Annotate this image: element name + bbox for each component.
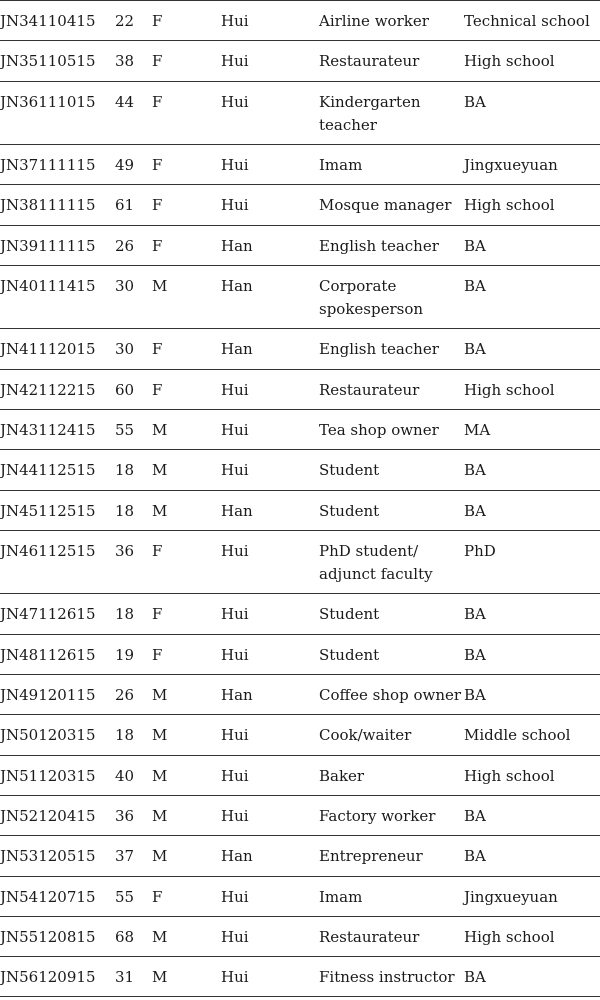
id-cell: JN38111115 [0, 196, 96, 215]
ethnicity-cell: Hui [221, 806, 249, 825]
education-cell: High school [464, 927, 555, 946]
occupation-cell: English teacher [319, 340, 439, 359]
age-cell: 68 [115, 927, 135, 946]
table-row [0, 715, 600, 755]
education-cell: BA [464, 645, 486, 664]
education-cell: BA [464, 968, 486, 987]
age-cell: 61 [115, 196, 135, 215]
table-row [0, 370, 600, 410]
occupation-cell: Mosque manager [319, 196, 452, 215]
table-row [0, 594, 600, 634]
ethnicity-cell: Han [221, 340, 253, 359]
education-cell: BA [464, 92, 486, 111]
id-cell: JN56120915 [0, 968, 96, 987]
table-row [0, 957, 600, 997]
ethnicity-cell: Hui [221, 92, 249, 111]
education-cell: BA [464, 806, 486, 825]
age-cell: 18 [115, 501, 135, 520]
education-cell: BA [464, 686, 486, 705]
age-cell: 55 [115, 887, 135, 906]
id-cell: JN53120515 [0, 847, 96, 866]
table-row [0, 1, 600, 41]
ethnicity-cell: Han [221, 686, 253, 705]
sex-cell: F [152, 52, 163, 71]
ethnicity-cell: Hui [221, 196, 249, 215]
id-cell: JN54120715 [0, 887, 96, 906]
sex-cell: F [152, 156, 163, 175]
education-cell: PhD [464, 541, 496, 560]
education-cell: BA [464, 605, 486, 624]
id-cell: JN41112015 [0, 340, 96, 359]
ethnicity-cell: Hui [221, 156, 249, 175]
id-cell: JN37111115 [0, 156, 96, 175]
occupation-cell: Student [319, 461, 380, 480]
education-cell: Jingxueyuan [464, 887, 558, 906]
education-cell: BA [464, 340, 486, 359]
table-row [0, 82, 600, 146]
education-cell: High school [464, 766, 555, 785]
table-row [0, 226, 600, 266]
age-cell: 18 [115, 461, 135, 480]
sex-cell: F [152, 605, 163, 624]
occupation-cell: Imam [319, 887, 363, 906]
education-cell: BA [464, 847, 486, 866]
occupation-cell: Fitness instructor [319, 968, 455, 987]
id-cell: JN34110415 [0, 12, 96, 30]
age-cell: 55 [115, 421, 135, 440]
age-cell: 36 [115, 541, 135, 560]
id-cell: JN39111115 [0, 236, 96, 255]
ethnicity-cell: Hui [221, 12, 249, 30]
id-cell: JN40111415 [0, 276, 96, 295]
sex-cell: M [152, 847, 168, 866]
education-cell: High school [464, 52, 555, 71]
id-cell: JN48112615 [0, 645, 96, 664]
id-cell: JN42112215 [0, 380, 96, 399]
education-cell: BA [464, 276, 486, 295]
ethnicity-cell: Hui [221, 726, 249, 745]
table-row [0, 675, 600, 715]
age-cell: 26 [115, 686, 135, 705]
education-cell: BA [464, 236, 486, 255]
ethnicity-cell: Hui [221, 541, 249, 560]
ethnicity-cell: Hui [221, 461, 249, 480]
table-row [0, 41, 600, 81]
table-row [0, 756, 600, 796]
age-cell: 30 [115, 276, 135, 295]
age-cell: 36 [115, 806, 135, 825]
id-cell: JN50120315 [0, 726, 96, 745]
age-cell: 49 [115, 156, 135, 175]
occupation-cell: Coffee shop owner [319, 686, 462, 705]
sex-cell: F [152, 196, 163, 215]
ethnicity-cell: Han [221, 847, 253, 866]
id-cell: JN44112515 [0, 461, 96, 480]
ethnicity-cell: Hui [221, 766, 249, 785]
ethnicity-cell: Hui [221, 645, 249, 664]
sex-cell: F [152, 12, 163, 30]
age-cell: 38 [115, 52, 135, 71]
id-cell: JN55120815 [0, 927, 96, 946]
table-row [0, 635, 600, 675]
education-cell: BA [464, 461, 486, 480]
table-row [0, 185, 600, 225]
id-cell: JN43112415 [0, 421, 96, 440]
table-row [0, 329, 600, 369]
occupation-cell: Cook/waiter [319, 726, 412, 745]
sex-cell: M [152, 421, 168, 440]
occupation-cell: Restaurateur [319, 52, 420, 71]
age-cell: 37 [115, 847, 135, 866]
education-cell: Jingxueyuan [464, 156, 558, 175]
ethnicity-cell: Hui [221, 605, 249, 624]
occupation-cell: Kindergarten teacher [319, 92, 421, 134]
education-cell: Technical school [464, 12, 590, 30]
id-cell: JN49120115 [0, 686, 96, 705]
table-row [0, 836, 600, 876]
table-row [0, 266, 600, 330]
table-row [0, 796, 600, 836]
sex-cell: M [152, 461, 168, 480]
age-cell: 40 [115, 766, 135, 785]
ethnicity-cell: Hui [221, 52, 249, 71]
sex-cell: F [152, 887, 163, 906]
occupation-cell: English teacher [319, 236, 439, 255]
table-row [0, 877, 600, 917]
id-cell: JN36111015 [0, 92, 96, 111]
age-cell: 44 [115, 92, 135, 111]
occupation-cell: Corporate spokesperson [319, 276, 424, 318]
age-cell: 26 [115, 236, 135, 255]
table-row [0, 410, 600, 450]
sex-cell: F [152, 541, 163, 560]
occupation-cell: Student [319, 605, 380, 624]
age-cell: 30 [115, 340, 135, 359]
id-cell: JN47112615 [0, 605, 96, 624]
sex-cell: M [152, 276, 168, 295]
sex-cell: M [152, 501, 168, 520]
table-row [0, 145, 600, 185]
sex-cell: F [152, 380, 163, 399]
table-row [0, 917, 600, 957]
occupation-cell: Airline worker [319, 12, 429, 30]
age-cell: 22 [115, 12, 135, 30]
ethnicity-cell: Han [221, 501, 253, 520]
occupation-cell: Baker [319, 766, 365, 785]
sex-cell: M [152, 806, 168, 825]
ethnicity-cell: Hui [221, 421, 249, 440]
age-cell: 19 [115, 645, 135, 664]
id-cell: JN51120315 [0, 766, 96, 785]
education-cell: Middle school [464, 726, 571, 745]
table-row [0, 491, 600, 531]
sex-cell: M [152, 766, 168, 785]
ethnicity-cell: Han [221, 236, 253, 255]
occupation-cell: Factory worker [319, 806, 436, 825]
sex-cell: F [152, 645, 163, 664]
ethnicity-cell: Hui [221, 927, 249, 946]
education-cell: BA [464, 501, 486, 520]
education-cell: High school [464, 196, 555, 215]
occupation-cell: Restaurateur [319, 927, 420, 946]
sex-cell: F [152, 92, 163, 111]
sex-cell: F [152, 340, 163, 359]
sex-cell: M [152, 968, 168, 987]
ethnicity-cell: Han [221, 276, 253, 295]
id-cell: JN45112515 [0, 501, 96, 520]
ethnicity-cell: Hui [221, 968, 249, 987]
id-cell: JN35110515 [0, 52, 96, 71]
sex-cell: M [152, 726, 168, 745]
occupation-cell: Tea shop owner [319, 421, 439, 440]
age-cell: 31 [115, 968, 135, 987]
id-cell: JN52120415 [0, 806, 96, 825]
occupation-cell: Imam [319, 156, 363, 175]
table-row [0, 450, 600, 490]
occupation-cell: PhD student/ adjunct faculty [319, 541, 433, 583]
age-cell: 18 [115, 726, 135, 745]
occupation-cell: Entrepreneur [319, 847, 423, 866]
occupation-cell: Student [319, 501, 380, 520]
table-row [0, 531, 600, 595]
ethnicity-cell: Hui [221, 380, 249, 399]
id-cell: JN46112515 [0, 541, 96, 560]
sex-cell: F [152, 236, 163, 255]
ethnicity-cell: Hui [221, 887, 249, 906]
education-cell: High school [464, 380, 555, 399]
age-cell: 60 [115, 380, 135, 399]
sex-cell: M [152, 686, 168, 705]
education-cell: MA [464, 421, 491, 440]
occupation-cell: Student [319, 645, 380, 664]
age-cell: 18 [115, 605, 135, 624]
sex-cell: M [152, 927, 168, 946]
occupation-cell: Restaurateur [319, 380, 420, 399]
